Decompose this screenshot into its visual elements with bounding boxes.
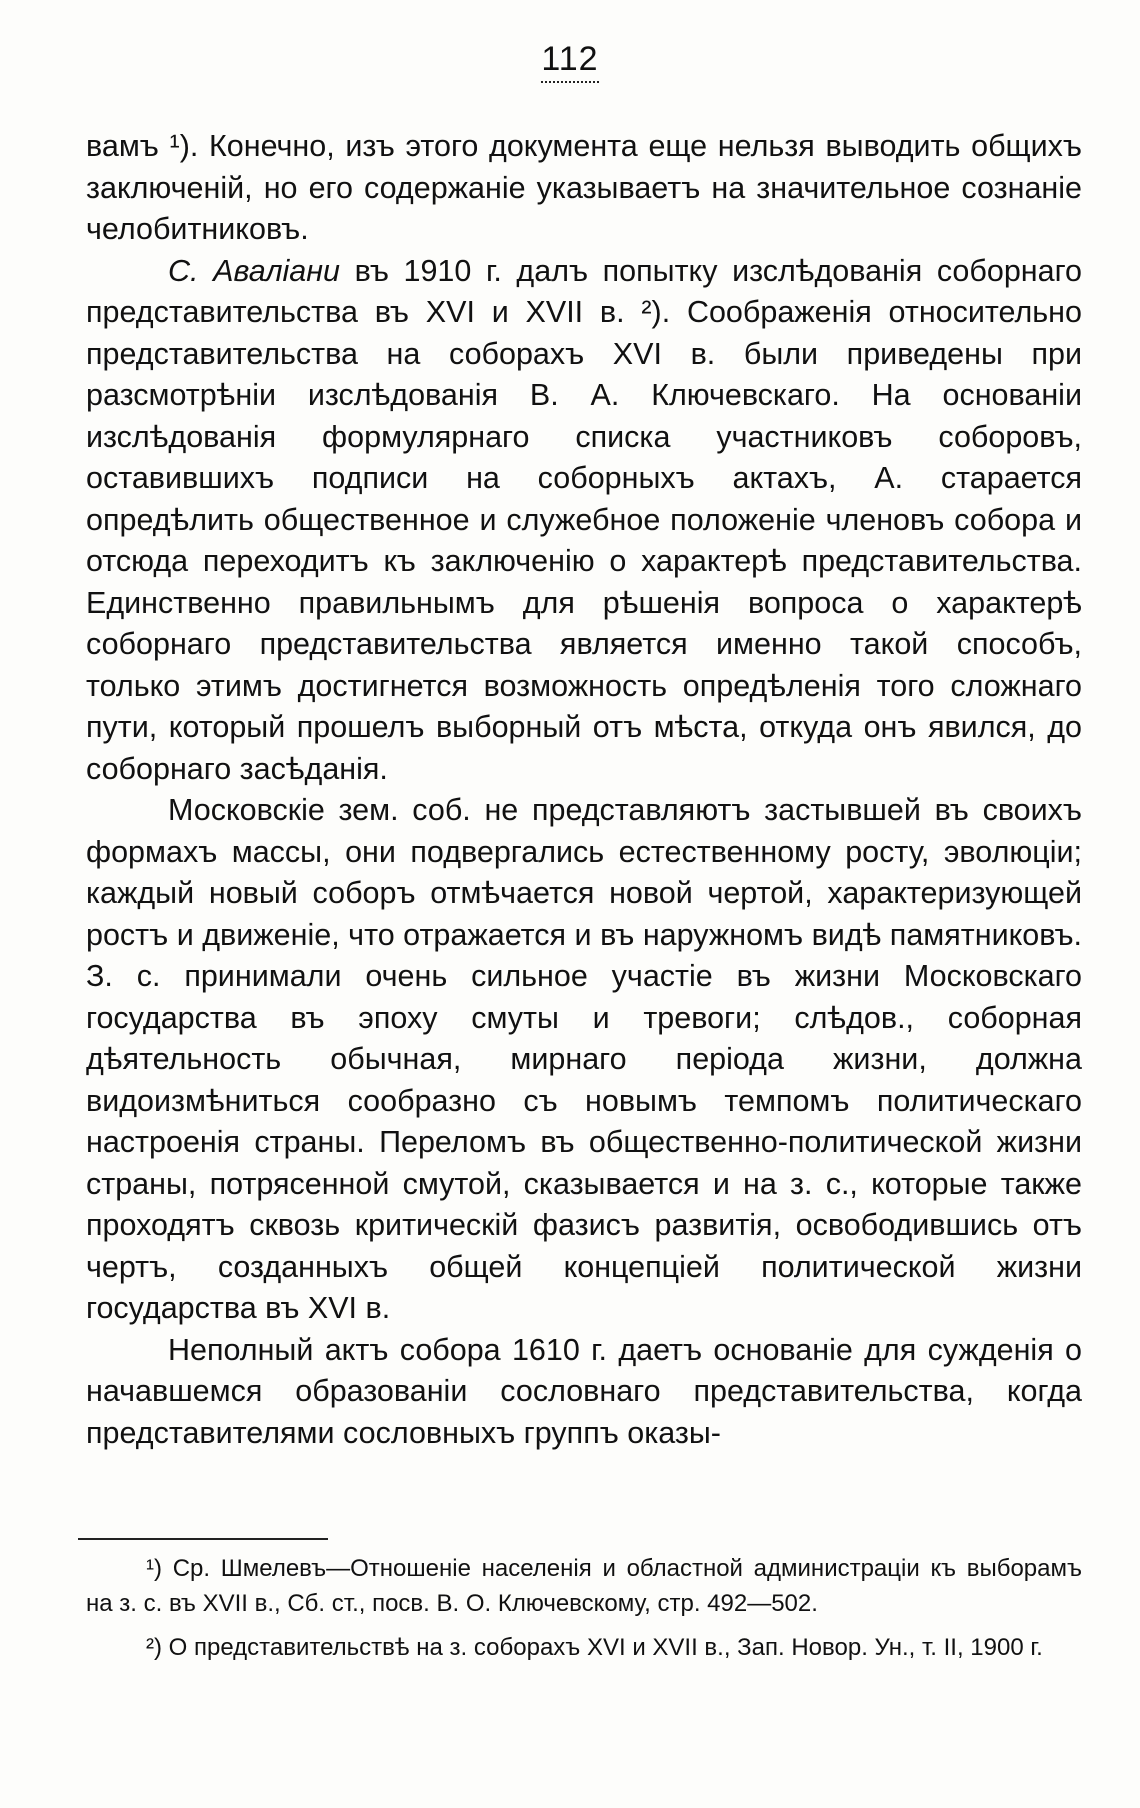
paragraph: Московскіе зем. соб. не представляютъ застывшей въ своихъ формахъ массы, они подвергались естественному росту, эволюціи; каждый новый соборъ отмѣчается новой чертой, характеризующей ростъ и движеніе, что отражается и въ наружномъ видѣ памятниковъ. З. с. принимали очень сильное участіе въ жизни Московскаго государства въ эпоху смуты и тревоги; слѣдов., соборная дѣятельность обычная, мирнаго періода жизни, должна видоизмѣниться сообразно съ новымъ темпомъ политическаго настроенія страны. Переломъ въ общественно-политической жизни страны, потрясенной смутой, сказывается и на з. с., которые также проходятъ сквозь критическій фазисъ развитія, освободившись отъ чертъ, созданныхъ общей концепціей политической жизни государства въ XVI в. xyxy=(86,793,1082,1325)
footnote-separator xyxy=(78,1538,328,1540)
page-number xyxy=(0,40,1140,83)
page-number-text: 112 xyxy=(541,40,598,83)
author-name: С. Аваліани xyxy=(168,253,341,288)
footnotes xyxy=(86,1552,1082,1666)
footnote: ²) О представительствѣ на з. соборахъ XVI и XVII в., Зап. Новор. Ун., т. II, 1900 г. xyxy=(146,1634,1043,1661)
body-text xyxy=(86,126,1082,1454)
paragraph: вамъ ¹). Конечно, изъ этого документа еще нельзя выводить общихъ заключеній, но его содержаніе указываетъ на значительное сознаніе челобитниковъ. xyxy=(86,129,1082,246)
footnote: ¹) Ср. Шмелевъ—Отношеніе населенія и областной администраціи къ выборамъ на з. с. въ XVII в., Сб. ст., посв. В. О. Ключевскому, стр. 492—502. xyxy=(86,1555,1082,1617)
paragraph xyxy=(86,251,1082,791)
paragraph: Неполный актъ собора 1610 г. даетъ основаніе для сужденія о начавшемся образованіи сословнаго представительства, когда представителями сословныхъ группъ оказы- xyxy=(86,1332,1082,1450)
paragraph-text: въ 1910 г. далъ попытку изслѣдованія соборнаго представительства въ XVI и XVII в. ²). Соображенія относительно представительства на соборахъ XVI в. были приведены при разсмотрѣніи изслѣдованія В. А. Ключевскаго. На основаніи изслѣдованія формулярнаго списка участниковъ соборовъ, оставившихъ подписи на соборныхъ актахъ, А. старается опредѣлить общественное и служебное положеніе членовъ собора и отсюда переходитъ къ заключенію о характерѣ представительства. Единственно правильнымъ для рѣшенія вопроса о характерѣ соборнаго представительства является именно такой способъ, только этимъ достигнется возможность опредѣленія того сложнаго пути, который прошелъ выборный отъ мѣста, откуда онъ явился, до соборнаго засѣданія. xyxy=(86,253,1083,786)
